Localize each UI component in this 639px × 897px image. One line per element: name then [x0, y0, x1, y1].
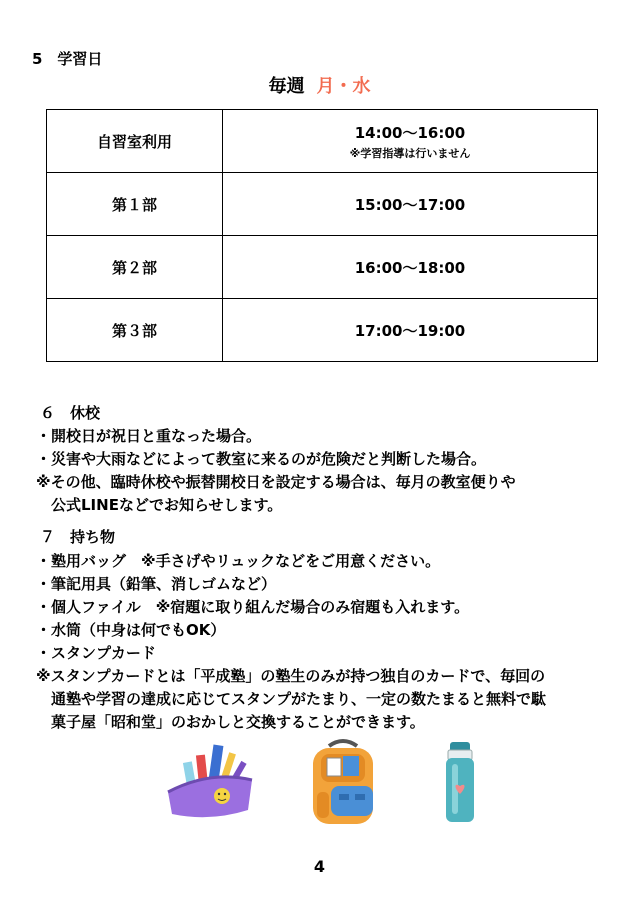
schedule-prefix: 毎週: [268, 76, 305, 97]
section-7-line: ・個人ファイル ※宿題に取り組んだ場合のみ宿題も入れます。: [36, 598, 470, 616]
row-note: ※学習指導は行いません: [349, 146, 471, 160]
row-label: 第１部: [47, 173, 223, 236]
section-7-line: ・スタンプカード: [36, 644, 156, 662]
section-7-line: 菓子屋「昭和堂」のおかしと交換することができます。: [36, 713, 425, 731]
schedule-days: [0, 72, 639, 98]
section-6-line: ・開校日が祝日と重なった場合。: [36, 427, 262, 445]
section-7-line: ・筆記用具（鉛筆、消しゴムなど）: [36, 575, 277, 593]
section-7-line: ・塾用バッグ ※手さげやリュックなどをご用意ください。: [36, 552, 441, 570]
section-6-line: ※その他、臨時休校や振替開校日を設定する場合は、毎月の教室便りや: [36, 473, 516, 491]
section-6-line: ・災害や大雨などによって教室に来るのが危険だと判断した場合。: [36, 450, 487, 468]
schedule-table: [46, 109, 598, 362]
row-time: [223, 110, 598, 173]
pencil-case-icon: [160, 740, 260, 825]
row-label: 第２部: [47, 236, 223, 299]
section-7-title: ７ 持ち物: [40, 528, 116, 546]
row-label: 自習室利用: [47, 110, 223, 173]
table-row: [47, 110, 598, 173]
table-row: [47, 236, 598, 299]
schedule-days-highlight: 月・水: [316, 76, 371, 97]
backpack-icon: [303, 738, 383, 830]
row-time: 15:00〜17:00: [223, 173, 598, 236]
row-label: 第３部: [47, 299, 223, 362]
row-time: 17:00〜19:00: [223, 299, 598, 362]
table-row: [47, 299, 598, 362]
water-bottle-icon: [440, 742, 480, 824]
section-5-title: 5 学習日: [32, 50, 103, 68]
table-row: [47, 173, 598, 236]
section-7-line: ※スタンプカードとは「平成塾」の塾生のみが持つ独自のカードで、毎回の: [36, 667, 546, 685]
page-number: 4: [313, 857, 326, 876]
section-7-line: ・水筒（中身は何でもOK）: [36, 621, 226, 639]
section-7-line: 通塾や学習の達成に応じてスタンプがたまり、一定の数たまると無料で駄: [36, 690, 547, 708]
row-time: 16:00〜18:00: [223, 236, 598, 299]
section-6-title: ６ 休校: [40, 404, 101, 422]
row-time-text: 14:00〜16:00: [354, 123, 466, 142]
section-6-line: 公式LINEなどでお知らせします。: [36, 496, 283, 514]
